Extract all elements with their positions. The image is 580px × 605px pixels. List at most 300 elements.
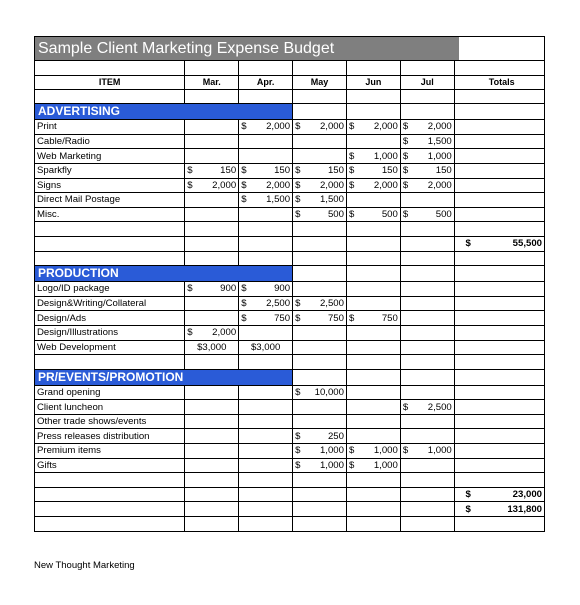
amount-value: 1,000 [373,459,398,471]
amount-cell [346,134,400,149]
currency-symbol: $ [187,327,193,339]
amount-cell [400,178,454,193]
amount-value: 750 [381,312,398,324]
amount-cell [293,149,347,164]
amount-cell [239,444,293,459]
currency-symbol: $ [241,312,247,324]
empty-cell [185,251,239,266]
amount-cell [400,134,454,149]
empty-cell [239,90,293,104]
item-label: Design/Illustrations [35,325,185,340]
total-value: 23,000 [512,489,542,501]
total-cell [459,429,544,444]
currency-symbol: $ [402,209,409,221]
currency-symbol: $ [295,209,301,221]
currency-symbol: $ [402,121,409,133]
amount-cell [239,134,293,149]
item-label: Web Marketing [35,149,185,164]
amount-value: 1,000 [427,150,452,162]
title-end-cell [459,37,544,61]
table-row [35,340,545,355]
amount-cell [346,120,400,135]
budget-sheet [34,36,545,532]
empty-cell [239,236,293,251]
amount-cell [400,429,454,444]
amount-cell [293,311,347,326]
amount-value: 900 [274,283,291,295]
amount-cell [239,163,293,178]
total-cell [459,311,544,326]
total-cell [459,400,544,415]
empty-cell [459,355,544,370]
amount-cell [346,193,400,208]
amount-value: 1,000 [319,459,344,471]
empty-cell [400,90,454,104]
amount-value: 2,000 [266,179,291,191]
amount-value: 1,500 [427,136,452,148]
amount-cell [400,163,454,178]
empty-cell [35,236,185,251]
amount-cell [400,444,454,459]
empty-cell [293,355,347,370]
amount-cell [400,282,454,297]
amount-cell [185,178,239,193]
currency-symbol: $ [402,401,409,413]
amount-cell [239,193,293,208]
amount-cell [239,311,293,326]
grand-total-row [35,502,545,517]
empty-cell [400,517,454,532]
currency-symbol: $ [241,298,247,310]
blank-row [35,90,545,104]
currency-symbol: $ [295,430,301,442]
amount-value: 2,000 [427,121,452,133]
currency-symbol: $ [241,165,247,177]
amount-value: 1,000 [319,445,344,457]
empty-cell [35,487,185,502]
amount-cell [293,134,347,149]
currency-symbol: $ [187,283,193,295]
amount-cell [346,340,400,355]
empty-cell [400,236,454,251]
amount-cell [185,120,239,135]
item-label: Other trade shows/events [35,414,185,429]
currency-symbol: $ [348,150,355,162]
amount-cell [400,193,454,208]
empty-cell [400,104,454,120]
item-label: Gifts [35,458,185,473]
section-header-row [35,266,545,282]
empty-cell [459,61,544,76]
amount-value: 750 [327,312,344,324]
empty-cell [400,502,454,517]
item-label: Cable/Radio [35,134,185,149]
blank-row [35,355,545,370]
amount-value: 2,000 [427,179,452,191]
amount-value: 2,500 [427,401,452,413]
empty-cell [346,251,400,266]
total-cell [459,207,544,222]
amount-cell [400,296,454,311]
amount-cell [346,325,400,340]
empty-cell [346,104,400,120]
empty-cell [239,222,293,237]
table-row [35,385,545,400]
empty-cell [239,517,293,532]
empty-cell [293,61,347,76]
empty-cell [239,251,293,266]
empty-cell [346,473,400,488]
amount-cell [400,149,454,164]
item-label: Sparkfly [35,163,185,178]
amount-value: 2,000 [212,327,237,339]
amount-value: 2,000 [319,121,344,133]
item-label: Grand opening [35,385,185,400]
amount-value: 500 [381,209,398,221]
currency-symbol: $ [241,194,247,206]
amount-cell [400,400,454,415]
amount-cell [185,400,239,415]
empty-cell [459,104,544,120]
empty-cell [35,473,185,488]
empty-cell [293,517,347,532]
table-row [35,400,545,415]
empty-cell [459,473,544,488]
section-header-row [35,104,545,120]
blank-row [35,251,545,266]
amount-cell [293,178,347,193]
empty-cell [185,502,239,517]
grand-total [459,502,544,517]
amount-cell [293,282,347,297]
amount-cell [346,311,400,326]
empty-cell [293,104,347,120]
item-label: Web Development [35,340,185,355]
amount-value: 500 [435,209,452,221]
empty-cell [185,222,239,237]
amount-cell [239,400,293,415]
currency-symbol: $ [348,459,355,471]
amount-cell [239,325,293,340]
amount-cell [185,163,239,178]
amount-value: 2,000 [319,179,344,191]
amount-cell [346,296,400,311]
currency-symbol: $ [348,121,355,133]
amount-cell [400,385,454,400]
footer-text: New Thought Marketing [34,560,135,571]
currency-symbol: $ [348,312,355,324]
empty-cell [293,222,347,237]
empty-cell [400,355,454,370]
empty-cell [293,90,347,104]
section-total [459,236,544,251]
empty-cell [293,266,347,282]
blank-row [35,473,545,488]
table-row [35,193,545,208]
empty-cell [35,517,185,532]
currency-symbol: $ [241,121,247,133]
section-total-row [35,236,545,251]
empty-cell [459,90,544,104]
empty-cell [400,473,454,488]
amount-cell [293,207,347,222]
column-header: Apr. [239,75,293,90]
column-header: ITEM [35,75,185,90]
empty-cell [35,355,185,370]
amount-cell [293,385,347,400]
amount-cell [400,340,454,355]
amount-cell [185,444,239,459]
empty-cell [35,61,185,76]
sheet-title: Sample Client Marketing Expense Budget [35,37,460,61]
total-cell [459,163,544,178]
amount-value: 1,500 [266,194,291,206]
empty-cell [185,473,239,488]
table-row [35,296,545,311]
table-row [35,311,545,326]
empty-cell [239,61,293,76]
amount-value: 1,000 [373,150,398,162]
amount-value: 2,000 [266,121,291,133]
section-header-row [35,369,545,385]
amount-cell [239,385,293,400]
empty-cell [239,487,293,502]
amount-cell [400,458,454,473]
amount-cell [185,149,239,164]
total-value: 131,800 [507,503,542,515]
item-label: Logo/ID package [35,282,185,297]
item-label: Premium items [35,444,185,459]
amount-cell [185,311,239,326]
empty-cell [346,222,400,237]
empty-cell [459,251,544,266]
total-cell [459,149,544,164]
amount-cell [293,429,347,444]
empty-cell [400,251,454,266]
empty-cell [346,355,400,370]
currency-symbol: $ [187,165,193,177]
empty-cell [35,222,185,237]
budget-table [34,36,545,532]
column-header: Totals [459,75,544,90]
currency-symbol: $ [295,121,301,133]
column-header: May [293,75,347,90]
amount-cell [293,325,347,340]
item-label: Client luncheon [35,400,185,415]
currency-symbol: $ [348,209,355,221]
amount-cell [346,149,400,164]
amount-cell [346,414,400,429]
section-total-row [35,487,545,502]
currency-symbol: $ [241,283,247,295]
currency-symbol: $ [187,179,193,191]
section-title: PR/EVENTS/PROMOTION [35,369,293,385]
amount-value: $3,000 [197,341,227,353]
amount-cell [400,207,454,222]
blank-row [35,61,545,76]
amount-cell [185,414,239,429]
table-row [35,149,545,164]
table-row [35,444,545,459]
empty-cell [239,355,293,370]
total-cell [459,458,544,473]
empty-cell [346,517,400,532]
amount-value: 1,500 [319,194,344,206]
currency-symbol: $ [402,445,409,457]
amount-value: 750 [274,312,291,324]
table-row [35,458,545,473]
amount-value: 150 [435,165,452,177]
amount-value: 1,000 [373,445,398,457]
item-label: Misc. [35,207,185,222]
empty-cell [293,487,347,502]
amount-cell [239,282,293,297]
table-row [35,134,545,149]
amount-cell [185,340,239,355]
empty-cell [346,369,400,385]
amount-cell [185,325,239,340]
currency-symbol: $ [465,238,471,250]
amount-cell [346,385,400,400]
amount-cell [185,296,239,311]
amount-value: 150 [274,165,291,177]
amount-value: 2,000 [373,179,398,191]
amount-cell [185,429,239,444]
amount-cell [400,325,454,340]
amount-cell [346,282,400,297]
empty-cell [293,369,347,385]
empty-cell [459,222,544,237]
column-header: Jul [400,75,454,90]
currency-symbol: $ [348,165,355,177]
column-header: Jun [346,75,400,90]
amount-cell [400,311,454,326]
table-row [35,414,545,429]
currency-symbol: $ [295,179,301,191]
amount-value: 250 [327,430,344,442]
total-cell [459,134,544,149]
empty-cell [346,90,400,104]
empty-cell [35,90,185,104]
currency-symbol: $ [348,179,355,191]
amount-cell [239,207,293,222]
currency-symbol: $ [295,194,301,206]
amount-cell [346,458,400,473]
amount-cell [239,429,293,444]
currency-symbol: $ [295,165,301,177]
empty-cell [459,369,544,385]
amount-cell [185,385,239,400]
currency-symbol: $ [348,445,355,457]
total-cell [459,385,544,400]
amount-value: 2,500 [266,298,291,310]
total-cell [459,414,544,429]
amount-cell [239,296,293,311]
total-cell [459,178,544,193]
empty-cell [293,236,347,251]
item-label: Signs [35,178,185,193]
total-value: 55,500 [512,238,542,250]
empty-cell [35,251,185,266]
total-cell [459,340,544,355]
empty-cell [400,369,454,385]
table-row [35,325,545,340]
empty-cell [346,236,400,251]
total-cell [459,325,544,340]
currency-symbol: $ [295,386,301,398]
table-row [35,178,545,193]
item-label: Design/Ads [35,311,185,326]
amount-value: 500 [327,209,344,221]
empty-cell [346,61,400,76]
empty-cell [346,487,400,502]
amount-value: 150 [327,165,344,177]
section-total [459,487,544,502]
amount-cell [293,414,347,429]
amount-cell [239,414,293,429]
empty-cell [400,222,454,237]
amount-cell [239,149,293,164]
amount-cell [293,296,347,311]
empty-cell [459,517,544,532]
amount-value: 1,000 [427,445,452,457]
empty-cell [185,517,239,532]
amount-cell [185,282,239,297]
amount-cell [293,163,347,178]
empty-cell [239,502,293,517]
table-row [35,282,545,297]
empty-cell [400,61,454,76]
blank-row [35,517,545,532]
empty-cell [185,236,239,251]
currency-symbol: $ [402,136,409,148]
amount-value: 150 [381,165,398,177]
amount-cell [346,444,400,459]
amount-cell [400,120,454,135]
empty-cell [35,502,185,517]
amount-cell [293,340,347,355]
empty-cell [185,487,239,502]
currency-symbol: $ [402,150,409,162]
item-label: Press releases distribution [35,429,185,444]
empty-cell [293,251,347,266]
header-row [35,75,545,90]
amount-cell [239,340,293,355]
currency-symbol: $ [402,165,409,177]
empty-cell [293,473,347,488]
table-row [35,163,545,178]
currency-symbol: $ [465,503,471,515]
amount-cell [239,120,293,135]
amount-cell [400,414,454,429]
amount-cell [346,400,400,415]
total-cell [459,296,544,311]
table-row [35,429,545,444]
currency-symbol: $ [295,298,301,310]
currency-symbol: $ [295,312,301,324]
amount-cell [185,193,239,208]
section-title: PRODUCTION [35,266,293,282]
item-label: Direct Mail Postage [35,193,185,208]
amount-cell [185,458,239,473]
blank-row [35,222,545,237]
currency-symbol: $ [295,445,301,457]
table-row [35,207,545,222]
amount-value: 2,000 [212,179,237,191]
section-title: ADVERTISING [35,104,293,120]
amount-cell [293,193,347,208]
amount-cell [293,400,347,415]
